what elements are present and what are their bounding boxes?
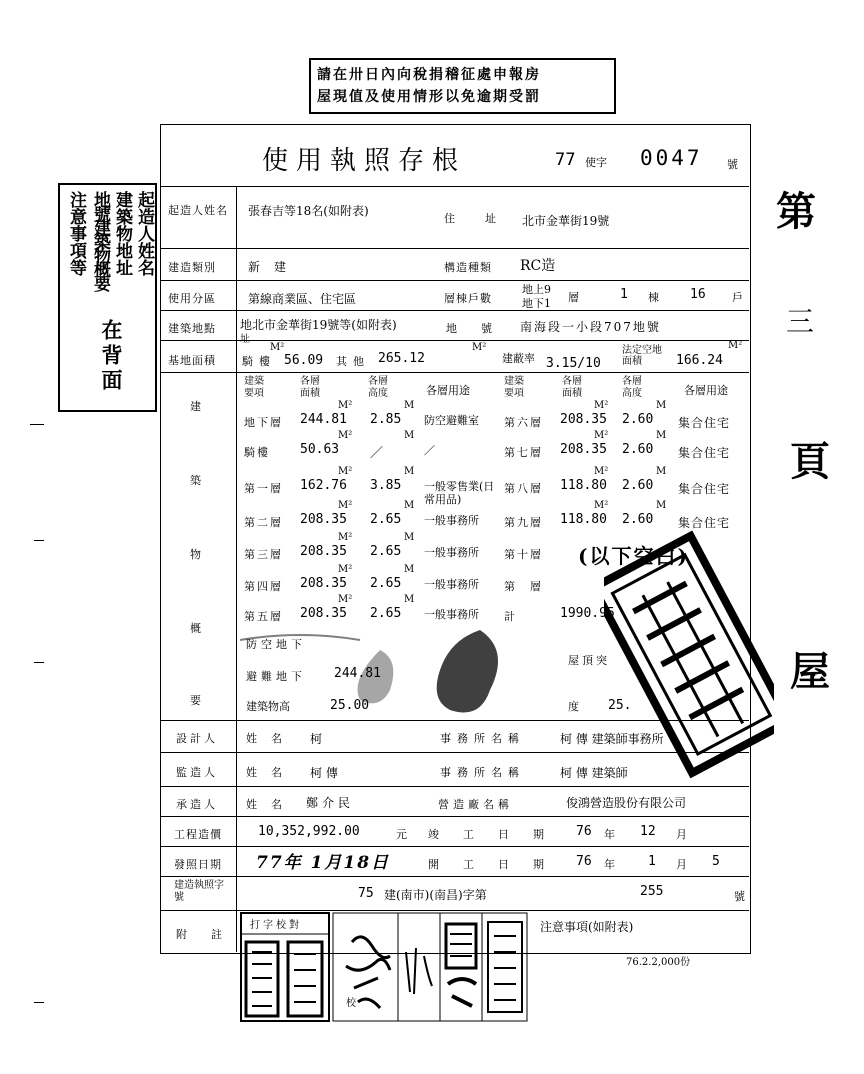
head-left-1: 建築要項 — [244, 376, 264, 399]
extra-degree: 度 — [568, 700, 579, 713]
rule — [161, 846, 749, 847]
structure-value: RC造 — [520, 258, 556, 274]
check-label: 校 — [346, 998, 356, 1009]
start-month: 1 — [648, 854, 656, 869]
legal-unit: M² — [728, 340, 743, 351]
print-code: 76.2.2,000份 — [626, 957, 691, 968]
floor-name: 第五層 — [244, 610, 283, 623]
start-label: 開工日期 — [428, 858, 568, 871]
floor-height-unit: M — [404, 466, 415, 477]
contractor-office: 俊鴻營造股份有限公司 — [566, 796, 687, 810]
floor-height: 2.65 — [370, 576, 402, 591]
floor-area: 208.35 — [300, 576, 347, 591]
floor-area-unit: M² — [594, 466, 609, 477]
supervisor-name-label: 姓名 — [246, 766, 296, 779]
floor-area: 208.35 — [300, 606, 347, 621]
finish-month-unit: 月 — [676, 828, 687, 841]
zoning-value: 第線商業區、住宅區 — [248, 292, 357, 306]
floor-area: 208.35 — [300, 544, 347, 559]
address-value: 北市金華街19號 — [522, 214, 610, 228]
outline-char-4: 概 — [190, 622, 201, 635]
floor-use: 集合住宅 — [678, 482, 731, 496]
contractor-office-label: 營造廠名稱 — [438, 798, 513, 811]
floor-height: 2.65 — [370, 512, 402, 527]
rule — [161, 248, 749, 249]
floor-height: 3.85 — [370, 478, 402, 493]
margin-tick — [34, 662, 44, 663]
floor-name: 第二層 — [244, 516, 283, 529]
coverage-label: 建蔽率 — [502, 352, 535, 365]
contractor-name-label: 姓名 — [246, 798, 296, 811]
side-note-box — [58, 183, 157, 412]
side-note-mid: 建築物地址 — [112, 191, 132, 276]
margin-tick — [30, 424, 44, 425]
floor-height: 2.65 — [370, 606, 402, 621]
structure-label: 構造種類 — [444, 261, 492, 274]
floor-height: 2.60 — [622, 478, 654, 493]
floor-use: 集合住宅 — [678, 516, 731, 530]
cost-unit: 元 — [396, 828, 407, 841]
buildings-count: 1 — [620, 287, 628, 302]
floor-area-unit: M² — [338, 466, 353, 477]
floor-name: 第九層 — [504, 516, 543, 529]
floor-height: 2.60 — [622, 442, 654, 457]
supervisor-label: 監造人 — [176, 766, 218, 779]
rule — [161, 310, 749, 311]
start-day: 5 — [712, 854, 720, 869]
floor-use: 一般零售業(日常用品) — [424, 480, 495, 506]
floor-height-unit: M — [404, 564, 415, 575]
side-note-left: 注意事項等 — [66, 191, 86, 276]
permit-suffix-val: 號 — [734, 890, 745, 903]
extra-degree-value: 25. — [608, 698, 632, 713]
floor-area-unit: M² — [338, 564, 353, 575]
floor-height-unit: M — [404, 430, 415, 441]
floor-name: 地下層 — [244, 416, 283, 429]
floor-height: 2.60 — [622, 412, 654, 427]
legal-value: 166.24 — [676, 353, 723, 368]
other-unit: M² — [472, 342, 487, 353]
rule — [161, 372, 749, 373]
notice-line-2: 屋現值及使用情形以免逾期受罰 — [317, 89, 541, 105]
margin-tick — [34, 540, 44, 541]
floor-name: 第四層 — [244, 580, 283, 593]
floor-height-unit: M — [404, 500, 415, 511]
seal-stamp-graphic — [604, 520, 774, 780]
permit-suffix: 號 — [727, 158, 738, 171]
lot-label: 地號 — [446, 322, 516, 335]
floors-below: 地下1 — [522, 297, 551, 310]
floor-height: 2.60 — [622, 512, 654, 527]
margin-char-2: 三 — [786, 305, 815, 338]
contractor-label: 承造人 — [176, 798, 218, 811]
designer-name: 柯 — [310, 732, 323, 746]
floor-area: 1990.95 — [560, 606, 615, 621]
head-right-1: 建築要項 — [504, 376, 524, 399]
head-right-2: 各層面積 — [562, 376, 582, 399]
designer-office: 柯 傳 建築師事務所 — [560, 732, 664, 746]
floor-use: 一般事務所 — [424, 578, 479, 591]
attach-label: 附註 — [176, 928, 246, 941]
floor-area: 162.76 — [300, 478, 347, 493]
floor-name: 騎樓 — [244, 446, 270, 459]
floor-area: 118.80 — [560, 512, 607, 527]
start-year: 76 — [576, 854, 592, 869]
floor-name: 第一層 — [244, 482, 283, 495]
floor-use: 集合住宅 — [678, 416, 731, 430]
ink-smudge-graphic — [230, 620, 530, 720]
side-note-bottom: 在背面 — [99, 319, 124, 394]
permit-year-val: 75 — [358, 886, 374, 901]
build-type-label: 建造類別 — [168, 261, 216, 274]
notice-box — [309, 58, 616, 114]
floor-height-unit: M — [404, 400, 415, 411]
permit-label: 建造執照字號 — [174, 880, 224, 903]
legal-label: 法定空地面積 — [622, 345, 662, 367]
head-right-4: 各層用途 — [684, 384, 728, 397]
floor-height: 2.85 — [370, 412, 402, 427]
permit-type: 使字 — [585, 156, 607, 169]
floors-label: 層棟戶數 — [444, 292, 492, 305]
area-label: 基地面積 — [168, 354, 216, 367]
finish-label: 竣工日期 — [428, 828, 568, 841]
notice-line-1: 請在卅日內向稅捐稽征處申報房 — [317, 67, 541, 83]
floor-name: 計 — [504, 610, 517, 623]
floor-use: 一般事務所 — [424, 514, 479, 527]
designer-label: 設計人 — [176, 732, 218, 745]
floor-use: 一般事務所 — [424, 608, 479, 621]
floor-name: 第六層 — [504, 416, 543, 429]
margin-char-1: 第 — [776, 188, 816, 235]
arcade-value: 56.09 — [284, 353, 324, 368]
floor-area-unit: M² — [338, 430, 353, 441]
rule — [161, 786, 749, 787]
build-type-value: 新建 — [248, 260, 301, 274]
site-prefix: 址 — [240, 334, 250, 345]
designer-office-label: 事務所名稱 — [440, 732, 525, 745]
floor-area-unit: M² — [594, 400, 609, 411]
floor-area: 244.81 — [300, 412, 347, 427]
coverage-value: 3.15/10 — [546, 356, 601, 371]
extra-evac: 避難地下 — [246, 670, 306, 683]
cost-value: 10,352,992.00 — [258, 824, 360, 839]
site-label: 建築地點 — [168, 322, 216, 335]
floor-height-unit: M — [656, 500, 667, 511]
head-left-3: 各層高度 — [368, 376, 388, 399]
finish-year: 76 — [576, 824, 592, 839]
rule — [161, 876, 749, 877]
extra-shelter: 防空地下 — [246, 638, 306, 651]
floor-height-unit: M — [656, 400, 667, 411]
floor-height: 2.65 — [370, 544, 402, 559]
households-unit: 戶 — [732, 291, 743, 304]
arcade-label: 騎樓 — [242, 355, 276, 368]
start-year-unit: 年 — [604, 858, 615, 871]
builder-label: 起造人姓名 — [168, 204, 228, 217]
supervisor-name: 柯 傳 — [310, 766, 338, 780]
signature-stamps-graphic — [332, 912, 528, 1022]
lot-value: 南海段一小段707地號 — [520, 320, 661, 334]
floors-above: 地上9 — [522, 283, 551, 296]
floor-name: 第 層 — [504, 580, 543, 593]
households-count: 16 — [690, 287, 706, 302]
floor-area: 208.35 — [300, 512, 347, 527]
margin-tick — [34, 1002, 44, 1003]
head-right-3: 各層高度 — [622, 376, 642, 399]
other-value: 265.12 — [378, 351, 425, 366]
attach-note: 注意事項(如附表) — [540, 920, 634, 934]
floor-area: 208.35 — [560, 412, 607, 427]
extra-roof: 屋頂突 — [568, 654, 610, 667]
builder-value: 張春吉等18名(如附表) — [248, 204, 369, 218]
floor-area-unit: M² — [338, 500, 353, 511]
floor-height-unit: M — [404, 594, 415, 605]
issue-value: 77年 1月18日 — [256, 853, 391, 873]
extra-height-value: 25.00 — [330, 698, 370, 713]
finish-year-unit: 年 — [604, 828, 615, 841]
site-value: 地北市金華街19號等(如附表) — [240, 318, 397, 332]
permit-number-val: 255 — [640, 884, 664, 899]
head-left-4: 各層用途 — [426, 384, 470, 397]
outline-char-3: 物 — [190, 548, 201, 561]
permit-year: 77 — [555, 150, 576, 170]
floor-area: 208.35 — [560, 442, 607, 457]
extra-evac-value: 244.81 — [334, 666, 381, 681]
rule — [236, 186, 237, 952]
floor-area-unit: M² — [338, 400, 353, 411]
address-label: 住址 — [444, 212, 526, 225]
buildings-unit: 棟 — [648, 291, 659, 304]
outline-char-5: 要 — [190, 694, 201, 707]
side-note-mid2: 地號建築物概要 — [90, 191, 110, 289]
floor-area-unit: M² — [338, 532, 353, 543]
head-left-2: 各層面積 — [300, 376, 320, 399]
zoning-label: 使用分區 — [168, 292, 216, 305]
floor-height: ／ — [370, 446, 384, 461]
extra-height: 建築物高 — [246, 700, 290, 713]
other-label: 其他 — [336, 355, 370, 368]
supervisor-office: 柯 傳 建築師 — [560, 766, 628, 780]
permit-number: 0047 — [640, 146, 703, 170]
floor-area-unit: M² — [594, 500, 609, 511]
floor-use: ／ — [424, 444, 435, 457]
rule — [161, 816, 749, 817]
floor-area: 50.63 — [300, 442, 340, 457]
outline-char-1: 建 — [190, 400, 201, 413]
cost-label: 工程造價 — [174, 828, 222, 841]
issue-label: 發照日期 — [174, 858, 222, 871]
form-title: 使用執照存根 — [262, 146, 467, 176]
rule — [161, 186, 749, 187]
designer-name-label: 姓名 — [246, 732, 296, 745]
margin-char-4: 屋 — [790, 648, 830, 695]
floor-area-unit: M² — [338, 594, 353, 605]
floor-height-unit: M — [656, 430, 667, 441]
rule — [161, 910, 749, 911]
floor-height-unit: M — [656, 466, 667, 477]
floor-area-unit: M² — [594, 430, 609, 441]
side-note-right: 起造人姓名 — [134, 191, 154, 276]
floors-unit: 層 — [568, 291, 579, 304]
blank-note: (以下空白) — [578, 544, 689, 568]
floor-name: 第十層 — [504, 548, 543, 561]
contractor-name: 鄭介民 — [306, 796, 355, 810]
floor-area: 118.80 — [560, 478, 607, 493]
margin-char-3: 頁 — [790, 438, 830, 485]
outline-char-2: 築 — [190, 474, 201, 487]
floor-use: 集合住宅 — [678, 446, 731, 460]
floor-name: 第七層 — [504, 446, 543, 459]
floor-use: 一般事務所 — [424, 546, 479, 559]
rule — [161, 280, 749, 281]
permit-org: 建(南市)(南昌)字第 — [384, 888, 487, 902]
floor-height-unit: M — [404, 532, 415, 543]
finish-month: 12 — [640, 824, 656, 839]
floor-use: 防空避難室 — [424, 414, 479, 427]
supervisor-office-label: 事務所名稱 — [440, 766, 525, 779]
floor-name: 第八層 — [504, 482, 543, 495]
start-month-unit: 月 — [676, 858, 687, 871]
floor-name: 第三層 — [244, 548, 283, 561]
arcade-unit: M² — [270, 342, 285, 353]
proof-label: 打字校對 — [250, 920, 302, 931]
